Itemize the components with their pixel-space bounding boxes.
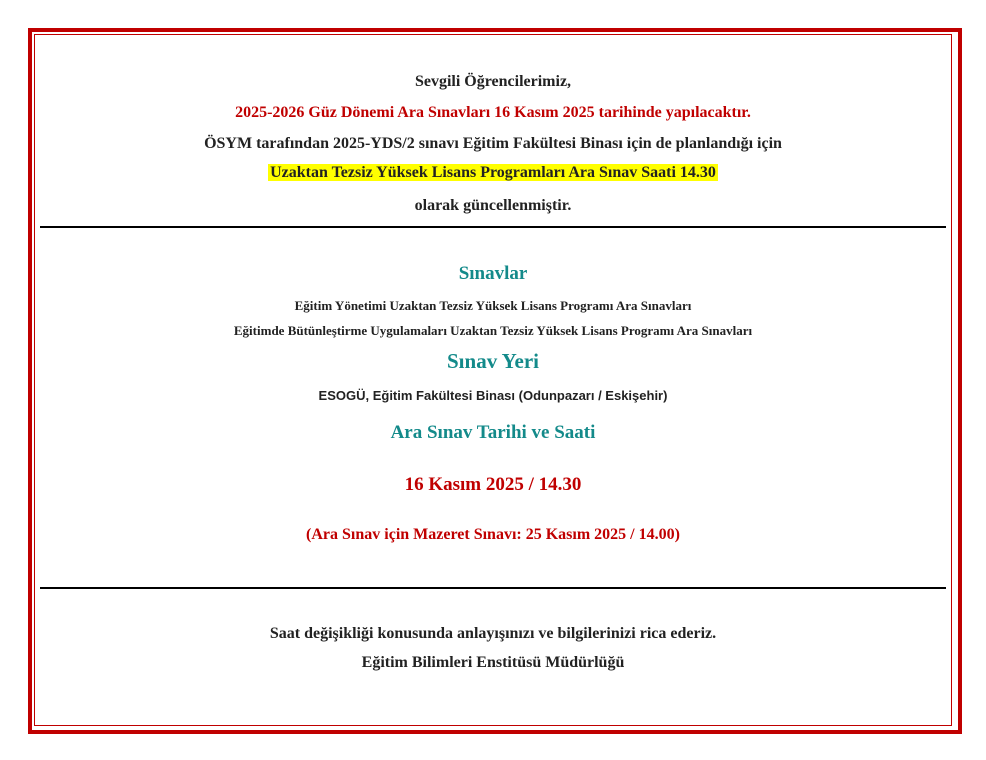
exam-item-2: Eğitimde Bütünleştirme Uygulamaları Uzaktan Tezsiz Yüksek Lisans Programı Ara Sınavları [233,323,753,338]
updated-note: olarak güncellenmiştir. [414,197,572,214]
location-heading: Sınav Yeri [447,349,539,373]
exams-heading: Sınavlar [458,263,528,284]
closing-message: Saat değişikliği konusunda anlayışınızı ve bilgilerinizi rica ederiz. [269,625,717,642]
divider-top [40,226,946,228]
highlighted-exam-time: Uzaktan Tezsiz Yüksek Lisans Programları Ara Sınav Saati 14.30 [270,164,716,181]
exam-item-1: Eğitim Yönetimi Uzaktan Tezsiz Yüksek Lisans Programı Ara Sınavları [294,298,692,313]
location-value: ESOGÜ, Eğitim Fakültesi Binası (Odunpazarı / Eskişehir) [318,388,668,403]
makeup-exam-note: (Ara Sınav için Mazeret Sınavı: 25 Kasım 2025 / 14.00) [306,526,680,543]
schedule-heading: Ara Sınav Tarihi ve Saati [390,422,596,443]
highlight-line [0,164,986,182]
divider-bottom [40,587,946,589]
exam-datetime: 16 Kasım 2025 / 14.30 [404,474,582,495]
change-reason: ÖSYM tarafından 2025-YDS/2 sınavı Eğitim Fakültesi Binası için de planlandığı için [204,135,782,152]
announcement: 2025-2026 Güz Dönemi Ara Sınavları 16 Kasım 2025 tarihinde yapılacaktır. [235,104,751,121]
greeting: Sevgili Öğrencilerimiz, [414,73,572,90]
signature: Eğitim Bilimleri Enstitüsü Müdürlüğü [361,654,625,671]
